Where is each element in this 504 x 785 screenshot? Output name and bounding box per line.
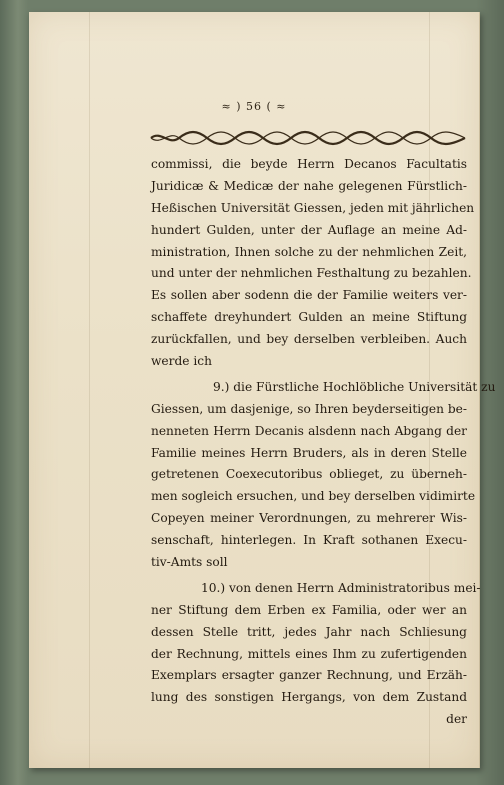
text-line: Es sollen aber sodenn die der Familie weiters ver- — [151, 288, 467, 303]
ornamental-rule — [149, 130, 467, 146]
text-line: der Rechnung, mittels eines Ihm zu zufertigenden — [151, 646, 467, 661]
text-line: Juridicæ & Medicæ der nahe gelegenen Fürstlich- — [151, 178, 467, 193]
text-line: der — [446, 712, 467, 727]
text-line: men sogleich ersuchen, und bey derselben vidimirte — [151, 489, 476, 504]
text-line: Giessen, um dasjenige, so Ihren beyderseitigen be- — [151, 401, 467, 416]
text-line: hundert Gulden, unter der Auflage an meine Ad- — [151, 222, 467, 237]
text-line: 10.) von denen Herrn Administratoribus mei- — [201, 580, 481, 595]
text-line: lung des sonstigen Hergangs, von dem Zustand — [151, 690, 467, 705]
text-line: dessen Stelle tritt, jedes Jahr nach Schliesung — [151, 624, 467, 639]
text-line: nenneten Herrn Decanis alsdenn nach Abgang der — [151, 423, 467, 438]
text-line: ministration, Ihnen solche zu der nehmlichen Zeit, — [151, 244, 467, 259]
text-line: Heßischen Universität Giessen, jeden mit jährlichen — [151, 200, 475, 215]
text-line: getretenen Coexecutoribus oblieget, zu überneh- — [151, 467, 467, 482]
fold-line — [89, 12, 90, 768]
text-line: 9.) die Fürstliche Hochlöbliche Universität zu — [213, 379, 496, 394]
text-line: werde ich — [151, 354, 212, 369]
text-line: schaffete dreyhundert Gulden an meine Stiftung — [151, 310, 467, 325]
text-line: und unter der nehmlichen Festhaltung zu bezahlen. — [151, 266, 472, 281]
text-line: senschaft, hinterlegen. In Kraft sothanen Execu- — [151, 533, 467, 548]
document-text — [151, 154, 496, 731]
text-line: Exemplars ersagter ganzer Rechnung, und Erzäh- — [151, 668, 467, 683]
paragraph — [151, 578, 481, 731]
text-line: zurückfallen, und bey derselben verbleiben. Auch — [151, 332, 467, 347]
text-line: ner Stiftung dem Erben ex Familia, oder wer an — [151, 602, 467, 617]
page-header: ≈ ) 56 ( ≈ — [221, 100, 287, 113]
text-line: Copeyen meiner Verordnungen, zu mehrerer Wis- — [151, 511, 467, 526]
document-page — [29, 12, 496, 768]
paragraph — [151, 377, 496, 574]
text-line: Familie meines Herrn Bruders, als in deren Stelle — [151, 445, 467, 460]
paragraph — [151, 154, 475, 373]
text-line: commissi, die beyde Herrn Decanos Facultatis — [151, 157, 467, 171]
text-line: tiv-Amts soll — [151, 555, 228, 570]
